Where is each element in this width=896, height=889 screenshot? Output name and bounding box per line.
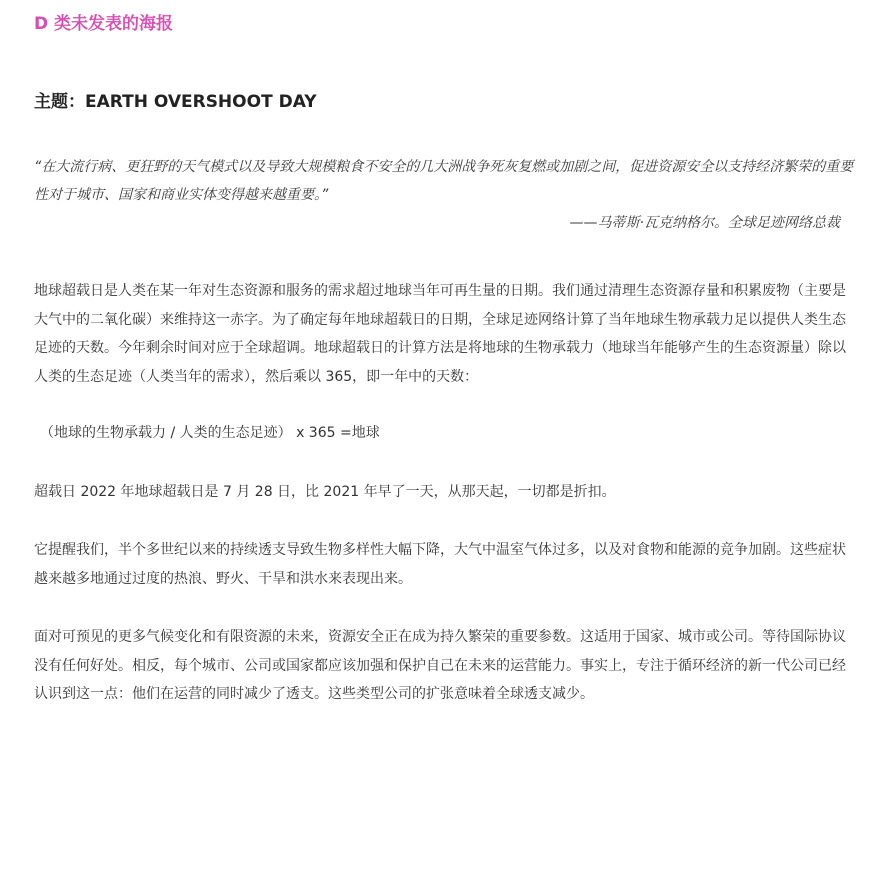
paragraph-resource-security: 面对可预见的更多气候变化和有限资源的未来，资源安全正在成为持久繁荣的重要参数。这适用于国家、城市或公司。等待国际协议没有任何好处。相反，每个城市、公司或国家都应该加强和保护自己在未来的运营能力。事实上，专注于循环经济的新一代公司已经认识到这一点：他们在运营的同时减少了透支。这些类型公司的扩张意味着全球透支减少。 (34, 629, 846, 702)
quote-text: “在大流行病、更狂野的天气模式以及导致大规模粮食不安全的几大洲战争死灰复燃或加剧之间，促进资源安全以支持经济繁荣的重要性对于城市、国家和商业实体变得越来越重要。” (34, 159, 854, 203)
section-title: D 类未发表的海报 (34, 14, 174, 34)
formula: （地球的生物承载力 / 人类的生态足迹） x 365 =地球 (40, 425, 380, 441)
paragraph-date: 超载日 2022 年地球超载日是 7 月 28 日，比 2021 年早了一天，从那天起，一切都是折扣。 (34, 483, 616, 500)
topic-heading: 主题：EARTH OVERSHOOT DAY (34, 92, 317, 112)
quote-block (34, 153, 856, 235)
quote-author: ——马蒂斯·瓦克纳格尔。全球足迹网络总裁 (569, 215, 840, 231)
paragraph-consequences: 它提醒我们，半个多世纪以来的持续透支导致生物多样性大幅下降，大气中温室气体过多，以及对食物和能源的竞争加剧。这些症状越来越多地通过过度的热浪、野火、干旱和洪水来表现出来。 (34, 542, 846, 587)
paragraph-definition: 地球超载日是人类在某一年对生态资源和服务的需求超过地球当年可再生量的日期。我们通过清理生态资源存量和积累废物（主要是大气中的二氧化碳）来维持这一赤字。为了确定每年地球超载日的日期，全球足迹网络计算了当年地球生物承载力足以提供人类生态足迹的天数。今年剩余时间对应于全球超调。地球超载日的计算方法是将地球的生物承载力（地球当年能够产生的生态资源量）除以人类的生态足迹（人类当年的需求），然后乘以 365，即一年中的天数： (34, 283, 846, 385)
